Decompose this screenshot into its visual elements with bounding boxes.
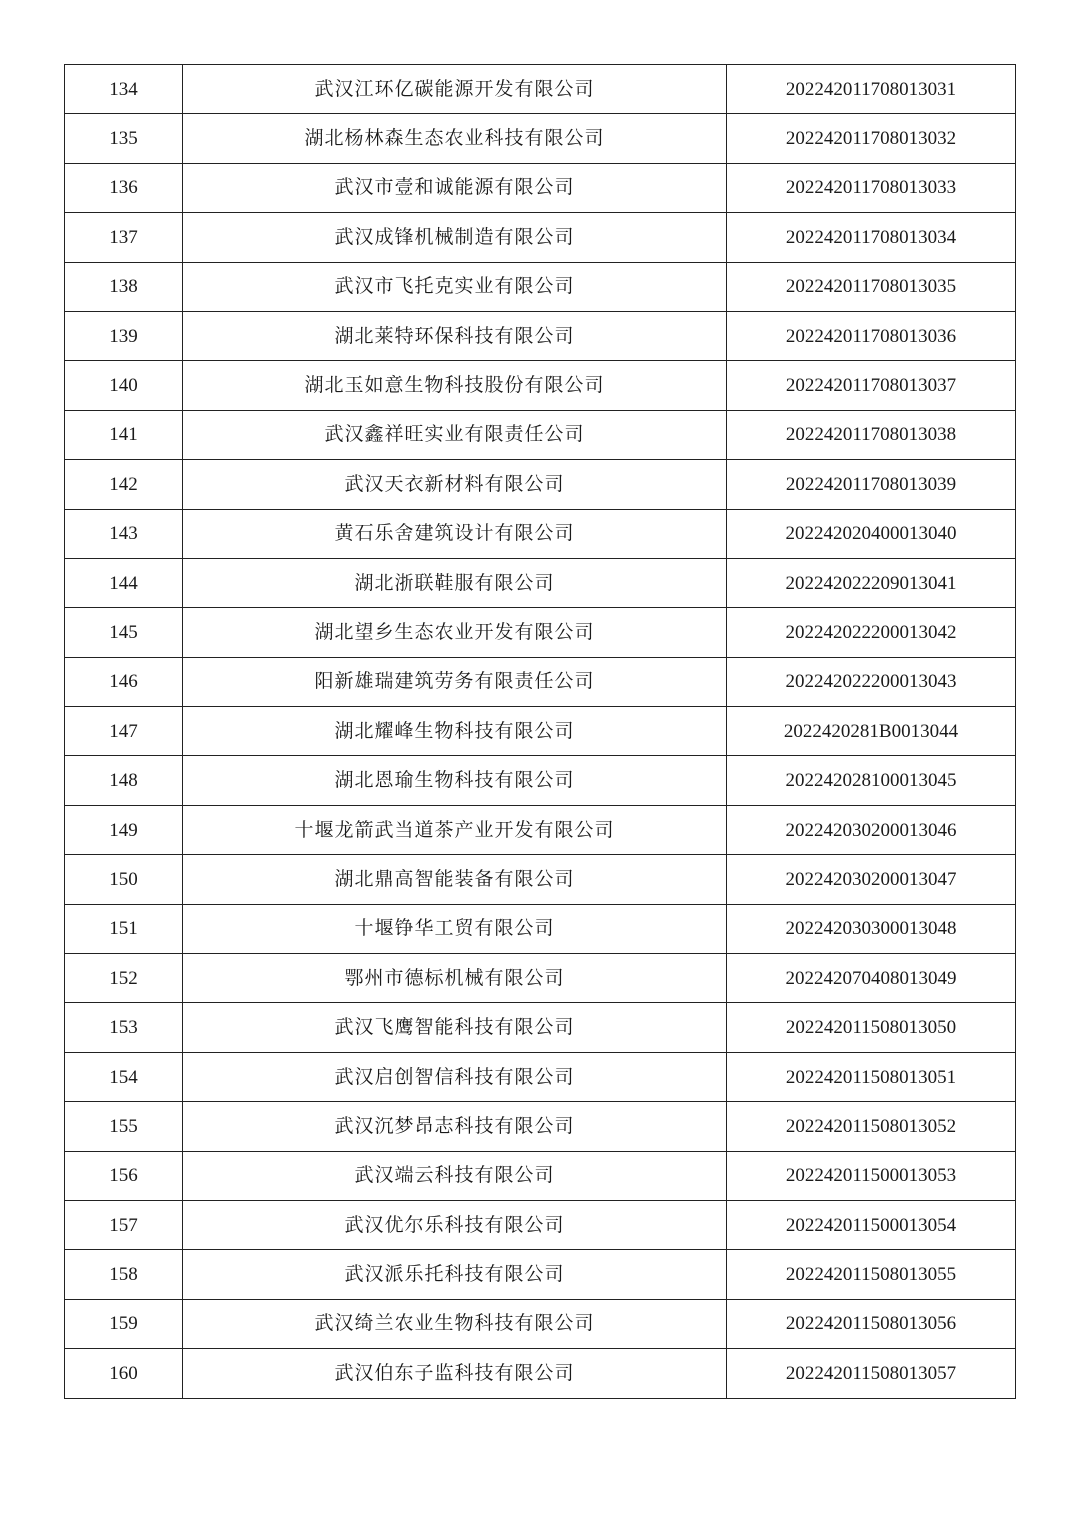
registration-code-cell: 202242022200013042 [727,608,1016,657]
table-row [65,163,1016,212]
registration-code-cell: 202242020400013040 [727,509,1016,558]
company-name-cell: 武汉江环亿碳能源开发有限公司 [183,65,727,114]
row-number-cell: 156 [65,1151,183,1200]
row-number-cell: 135 [65,114,183,163]
table-row [65,460,1016,509]
registration-code-cell: 202242011508013052 [727,1102,1016,1151]
table-row [65,805,1016,854]
company-name-cell: 武汉市飞托克实业有限公司 [183,262,727,311]
row-number-cell: 158 [65,1250,183,1299]
registration-code-cell: 2022420281B0013044 [727,707,1016,756]
row-number-cell: 141 [65,410,183,459]
company-name-cell: 武汉沉梦昂志科技有限公司 [183,1102,727,1151]
table-row [65,311,1016,360]
table-row [65,361,1016,410]
registration-code-cell: 202242011708013036 [727,311,1016,360]
company-name-cell: 武汉派乐托科技有限公司 [183,1250,727,1299]
row-number-cell: 145 [65,608,183,657]
table-row [65,904,1016,953]
row-number-cell: 140 [65,361,183,410]
row-number-cell: 146 [65,657,183,706]
company-name-cell: 十堰龙箭武当道茶产业开发有限公司 [183,805,727,854]
table-row [65,657,1016,706]
company-name-cell: 武汉优尔乐科技有限公司 [183,1200,727,1249]
company-name-cell: 武汉天衣新材料有限公司 [183,460,727,509]
table-row [65,954,1016,1003]
registration-code-cell: 202242028100013045 [727,756,1016,805]
registration-code-cell: 202242011708013031 [727,65,1016,114]
row-number-cell: 150 [65,855,183,904]
company-name-cell: 湖北恩瑜生物科技有限公司 [183,756,727,805]
table-row [65,1102,1016,1151]
table-row [65,262,1016,311]
company-name-cell: 湖北耀峰生物科技有限公司 [183,707,727,756]
registration-code-cell: 202242011508013050 [727,1003,1016,1052]
company-name-cell: 湖北杨林森生态农业科技有限公司 [183,114,727,163]
row-number-cell: 153 [65,1003,183,1052]
company-name-cell: 武汉启创智信科技有限公司 [183,1052,727,1101]
table-row [65,1349,1016,1398]
company-registry-table [64,64,1016,1399]
table-row [65,1250,1016,1299]
registration-code-cell: 202242011708013037 [727,361,1016,410]
company-name-cell: 武汉成锋机械制造有限公司 [183,213,727,262]
row-number-cell: 143 [65,509,183,558]
registration-code-cell: 202242030200013047 [727,855,1016,904]
row-number-cell: 159 [65,1299,183,1348]
table-row [65,1052,1016,1101]
row-number-cell: 134 [65,65,183,114]
table-row [65,1003,1016,1052]
table-row [65,1151,1016,1200]
registration-code-cell: 202242011508013057 [727,1349,1016,1398]
company-name-cell: 武汉飞鹰智能科技有限公司 [183,1003,727,1052]
company-name-cell: 湖北望乡生态农业开发有限公司 [183,608,727,657]
registration-code-cell: 202242070408013049 [727,954,1016,1003]
company-name-cell: 阳新雄瑞建筑劳务有限责任公司 [183,657,727,706]
registration-code-cell: 202242011508013055 [727,1250,1016,1299]
company-name-cell: 武汉市壹和诚能源有限公司 [183,163,727,212]
table-body [65,65,1016,1399]
registration-code-cell: 202242022209013041 [727,558,1016,607]
row-number-cell: 138 [65,262,183,311]
row-number-cell: 136 [65,163,183,212]
registration-code-cell: 202242011708013038 [727,410,1016,459]
company-name-cell: 湖北玉如意生物科技股份有限公司 [183,361,727,410]
table-row [65,707,1016,756]
registration-code-cell: 202242030200013046 [727,805,1016,854]
row-number-cell: 151 [65,904,183,953]
company-name-cell: 武汉端云科技有限公司 [183,1151,727,1200]
row-number-cell: 144 [65,558,183,607]
company-name-cell: 武汉鑫祥旺实业有限责任公司 [183,410,727,459]
company-name-cell: 鄂州市德标机械有限公司 [183,954,727,1003]
table-row [65,114,1016,163]
registration-code-cell: 202242011508013051 [727,1052,1016,1101]
table-row [65,65,1016,114]
company-name-cell: 十堰铮华工贸有限公司 [183,904,727,953]
row-number-cell: 160 [65,1349,183,1398]
company-name-cell: 湖北鼎高智能装备有限公司 [183,855,727,904]
row-number-cell: 139 [65,311,183,360]
company-name-cell: 湖北浙联鞋服有限公司 [183,558,727,607]
company-name-cell: 武汉伯东子监科技有限公司 [183,1349,727,1398]
registration-code-cell: 202242030300013048 [727,904,1016,953]
company-name-cell: 黄石乐舍建筑设计有限公司 [183,509,727,558]
registration-code-cell: 202242011708013033 [727,163,1016,212]
row-number-cell: 154 [65,1052,183,1101]
row-number-cell: 155 [65,1102,183,1151]
company-name-cell: 武汉绮兰农业生物科技有限公司 [183,1299,727,1348]
row-number-cell: 137 [65,213,183,262]
table-row [65,213,1016,262]
registration-code-cell: 202242011508013056 [727,1299,1016,1348]
row-number-cell: 149 [65,805,183,854]
table-row [65,608,1016,657]
table-row [65,855,1016,904]
registration-code-cell: 202242011708013034 [727,213,1016,262]
registration-code-cell: 202242011500013053 [727,1151,1016,1200]
registration-code-cell: 202242011708013035 [727,262,1016,311]
row-number-cell: 152 [65,954,183,1003]
table-row [65,410,1016,459]
row-number-cell: 142 [65,460,183,509]
registration-code-cell: 202242011708013032 [727,114,1016,163]
table-row [65,558,1016,607]
row-number-cell: 148 [65,756,183,805]
table-row [65,1299,1016,1348]
row-number-cell: 147 [65,707,183,756]
row-number-cell: 157 [65,1200,183,1249]
company-name-cell: 湖北莱特环保科技有限公司 [183,311,727,360]
table-row [65,509,1016,558]
registration-code-cell: 202242011500013054 [727,1200,1016,1249]
table-row [65,756,1016,805]
registration-code-cell: 202242022200013043 [727,657,1016,706]
table-row [65,1200,1016,1249]
registration-code-cell: 202242011708013039 [727,460,1016,509]
